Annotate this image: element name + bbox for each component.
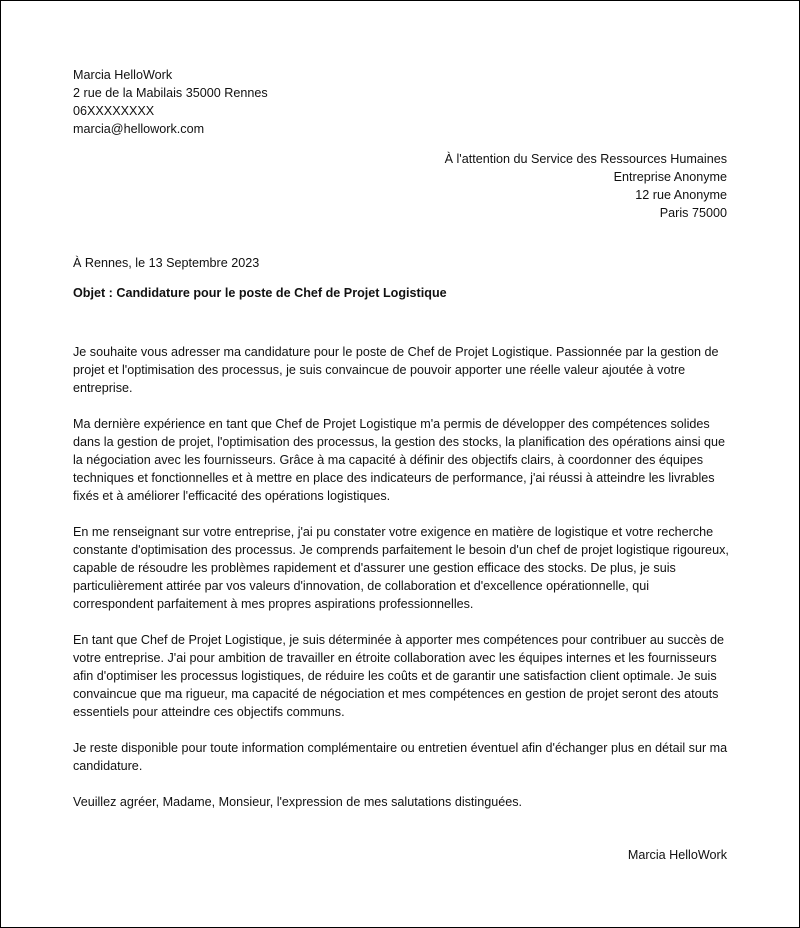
body-paragraph-availability: Je reste disponible pour toute information complémentaire ou entretien éventuel afin d'échanger plus en détail sur ma candidature. [73, 741, 728, 773]
body-paragraph-intro: Je souhaite vous adresser ma candidature pour le poste de Chef de Projet Logistique. Passionnée par la gestion de projet et l'optimisation des processus, je suis convaincue de pouvoir apporter une réelle valeur ajoutée à votre entreprise. [73, 345, 719, 395]
sender-name: Marcia HelloWork [73, 68, 173, 82]
sender-phone: 06XXXXXXXX [73, 104, 155, 118]
body-paragraph-closing: Veuillez agréer, Madame, Monsieur, l'expression de mes salutations distinguées. [73, 795, 523, 809]
sender-address: 2 rue de la Mabilais 35000 Rennes [73, 86, 268, 100]
body-paragraph-company: En me renseignant sur votre entreprise, j'ai pu constater votre exigence en matière de logistique et votre recherche constante d'optimisation des processus. Je comprends parfaitement le besoin d'un chef de projet logistique rigoureux, capable de résoudre les problèmes rapidement et d'assurer une gestion efficace des stocks. De plus, je suis particulièrement attirée par vos valeurs d'innovation, de collaboration et d'excellence opérationnelle, qui correspondent parfaitement à mes propres aspirations professionnelles. [73, 525, 729, 611]
sender-email: marcia@hellowork.com [73, 122, 205, 136]
sender-block [73, 66, 268, 138]
recipient-block [445, 150, 727, 222]
recipient-attention: À l'attention du Service des Ressources Humaines [444, 152, 727, 166]
body-paragraph-motivation: En tant que Chef de Projet Logistique, je suis déterminée à apporter mes compétences pour contribuer au succès de votre entreprise. J'ai pour ambition de travailler en étroite collaboration avec les équipes internes et les fournisseurs afin d'optimiser les processus logistiques, de réduire les coûts et de garantir une satisfaction client optimale. Je suis convaincue que ma rigueur, ma capacité de négociation et mes compétences en gestion de projet seront des atouts essentiels pour atteindre ces objectifs communs. [73, 633, 725, 719]
recipient-street: 12 rue Anonyme [635, 188, 727, 202]
recipient-city: Paris 75000 [659, 206, 727, 220]
body-paragraph-experience: Ma dernière expérience en tant que Chef de Projet Logistique m'a permis de développer des compétences solides dans la gestion de projet, l'optimisation des processus, la gestion des stocks, la planification des opérations ainsi que la négociation avec les fournisseurs. Grâce à ma capacité à définir des objectifs clairs, à coordonner des équipes techniques et fonctionnelles et à mettre en place des indicateurs de performance, j'ai réussi à atteindre les livrables fixés et à améliorer l'efficacité des opérations logistiques. [73, 417, 726, 503]
letter-body [73, 343, 729, 829]
letter-date: À Rennes, le 13 Septembre 2023 [73, 256, 260, 270]
signature: Marcia HelloWork [627, 848, 727, 862]
letter-subject: Objet : Candidature pour le poste de Chef de Projet Logistique [73, 286, 447, 300]
recipient-company: Entreprise Anonyme [613, 170, 727, 184]
